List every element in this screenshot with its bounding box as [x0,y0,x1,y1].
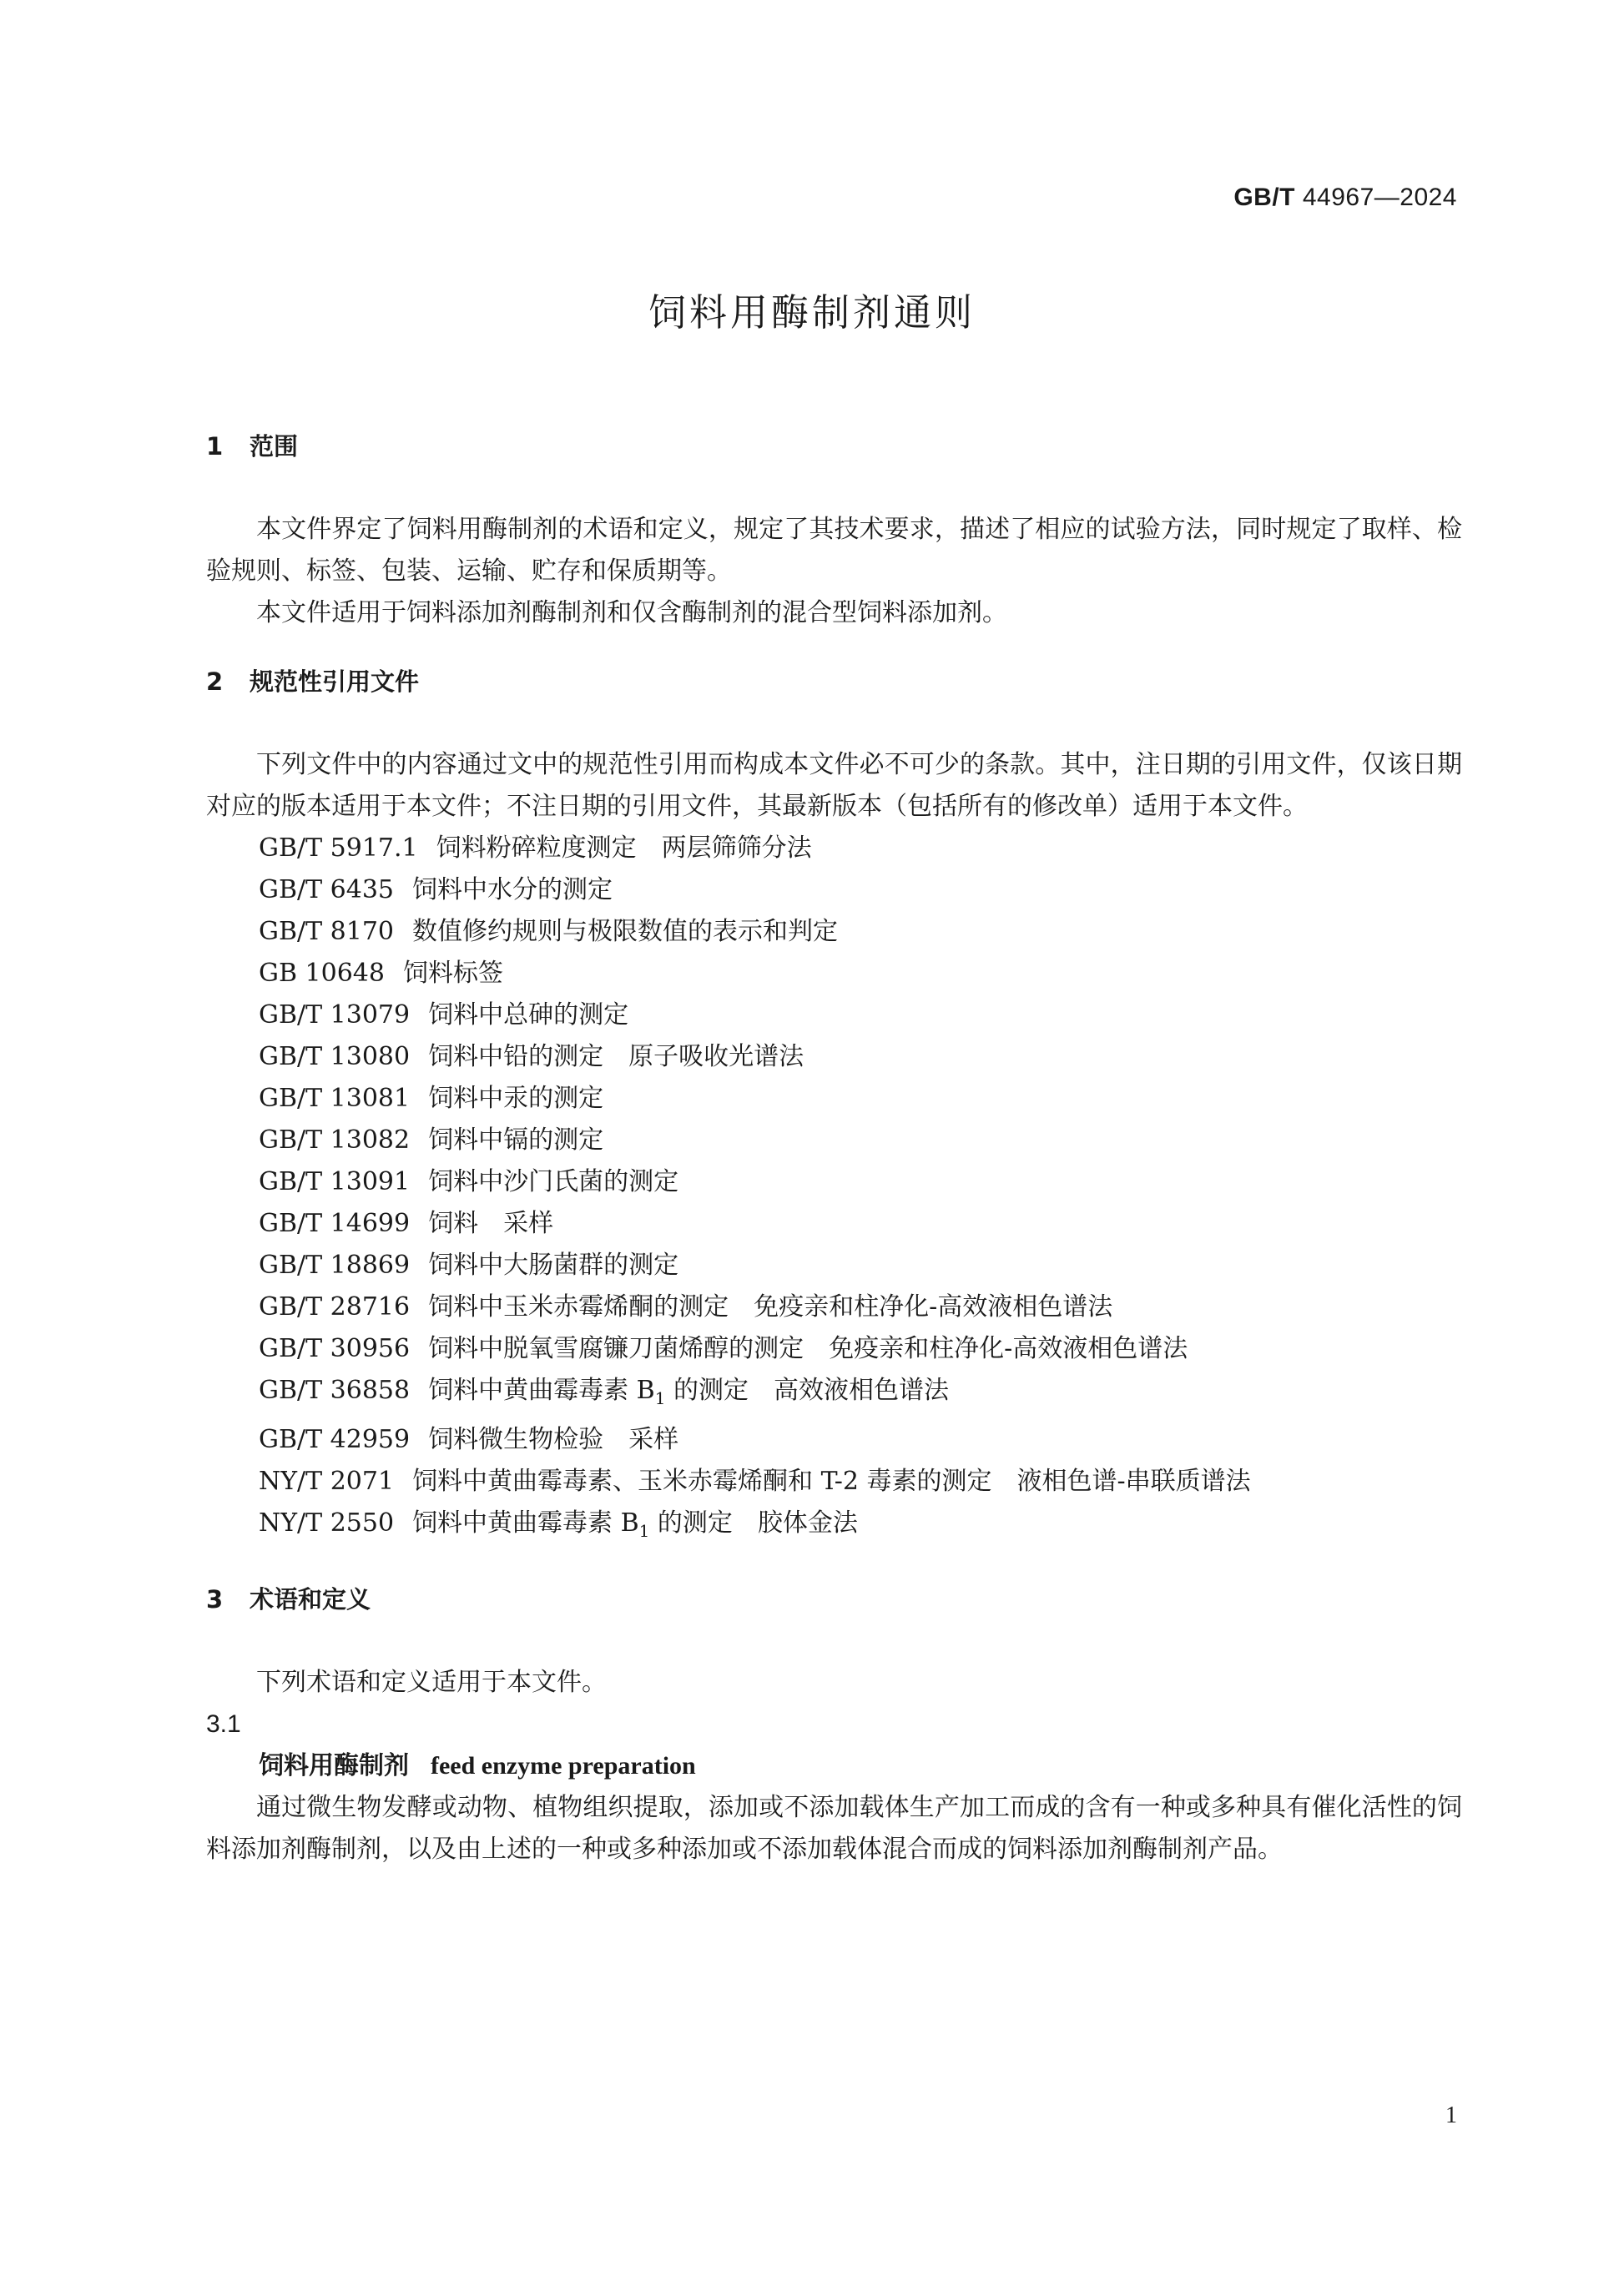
reference-title: 饲料中水分的测定 [412,875,613,904]
reference-title: 饲料中黄曲霉毒素 $B_1$ 的测定 胶体金法 [412,1508,858,1541]
reference-code: GB/T 18869 [259,1251,411,1280]
section-2-heading [206,661,1462,702]
section-number: 2 [206,667,224,696]
reference-title: 饲料中铅的测定 原子吸收光谱法 [428,1042,804,1071]
reference-title: 饲料微生物检验 采样 [428,1425,679,1454]
reference-title: 饲料中玉米赤霉烯酮的测定 免疫亲和柱净化-高效液相色谱法 [428,1292,1113,1322]
reference-code: GB/T 8170 [259,917,395,946]
term-definition: 通过微生物发酵或动物、植物组织提取，添加或不添加载体生产加工而成的含有一种或多种具有催化活性的饲料添加剂酶制剂，以及由上述的一种或多种添加或不添加载体混合而成的饲料添加剂酶制剂产品。 [206,1793,1462,1864]
reference-title: 饲料中黄曲霉毒素、玉米赤霉烯酮和 T-2 毒素的测定 液相色谱-串联质谱法 [412,1467,1251,1496]
standard-code-prefix: GB/T [1233,184,1295,211]
reference-title: 饲料中黄曲霉毒素 $B_1$ 的测定 高效液相色谱法 [428,1376,949,1408]
reference-code: GB/T 28716 [259,1292,411,1322]
reference-title: 饲料 采样 [428,1209,554,1238]
reference-code: GB/T 6435 [259,875,395,904]
section-1-heading [206,425,1462,467]
reference-item [206,1370,1462,1419]
section-title: 术语和定义 [250,1585,371,1614]
reference-title: 数值修约规则与极限数值的表示和判定 [412,917,839,946]
reference-title: 饲料标签 [402,959,503,988]
reference-list [206,828,1462,1552]
reference-item [206,1036,1462,1078]
reference-item [206,1203,1462,1245]
document-body [206,425,1462,1871]
reference-code: GB 10648 [259,959,385,988]
section-3-heading [206,1578,1462,1620]
term-entry [206,1745,1462,1787]
reference-title: 饲料中汞的测定 [428,1084,604,1113]
reference-item [206,869,1462,911]
reference-code: GB/T 5917.1 [259,833,418,863]
reference-item [206,1120,1462,1161]
paragraph: 本文件适用于饲料添加剂酶制剂和仅含酶制剂的混合型饲料添加剂。 [256,598,1007,627]
reference-code: GB/T 14699 [259,1209,411,1238]
paragraph: 本文件界定了饲料用酶制剂的术语和定义，规定了其技术要求，描述了相应的试验方法，同时规定了取样、检验规则、标签、包装、运输、贮存和保质期等。 [206,515,1462,586]
reference-item [206,828,1462,869]
paragraph: 下列文件中的内容通过文中的规范性引用而构成本文件必不可少的条款。其中，注日期的引用文件，仅该日期对应的版本适用于本文件；不注日期的引用文件，其最新版本（包括所有的修改单）适用于本文件。 [206,750,1462,821]
term-number: 3.1 [206,1710,241,1738]
reference-code: GB/T 42959 [259,1425,411,1454]
reference-item [206,994,1462,1036]
reference-item [206,911,1462,953]
section-title: 范围 [250,432,299,461]
reference-title: 饲料中大肠菌群的测定 [428,1251,679,1280]
section-number: 3 [206,1585,224,1614]
reference-title: 饲料中沙门氏菌的测定 [428,1167,679,1196]
reference-code: GB/T 13081 [259,1084,411,1113]
reference-title: 饲料粉碎粒度测定 两层筛筛分法 [436,833,812,863]
standard-code-number: 44967—2024 [1295,184,1457,211]
page-number: 1 [1445,2102,1457,2128]
section-title: 规范性引用文件 [250,667,420,696]
reference-code: NY/T 2550 [259,1508,395,1538]
reference-code: GB/T 13091 [259,1167,411,1196]
reference-title: 饲料中镉的测定 [428,1125,604,1155]
section-number: 1 [206,432,224,461]
document-title: 饲料用酶制剂通则 [648,290,976,335]
reference-code: GB/T 36858 [259,1376,411,1405]
reference-title: 饲料中脱氧雪腐镰刀菌烯醇的测定 免疫亲和柱净化-高效液相色谱法 [428,1334,1188,1363]
reference-item [206,1328,1462,1370]
reference-item [206,953,1462,994]
reference-code: GB/T 13082 [259,1125,411,1155]
reference-item [206,1161,1462,1203]
standard-code [1233,184,1457,212]
paragraph: 下列术语和定义适用于本文件。 [256,1668,607,1697]
reference-item [206,1461,1462,1503]
term-chinese: 饲料用酶制剂 [259,1751,409,1780]
reference-code: GB/T 13080 [259,1042,411,1071]
reference-item [206,1286,1462,1328]
reference-code: GB/T 30956 [259,1334,411,1363]
reference-code: GB/T 13079 [259,1000,411,1030]
reference-item [206,1078,1462,1120]
reference-item [206,1245,1462,1286]
reference-item [206,1503,1462,1552]
reference-title: 饲料中总砷的测定 [428,1000,629,1030]
reference-code: NY/T 2071 [259,1467,395,1496]
reference-item [206,1419,1462,1461]
term-english: feed enzyme preparation [431,1752,696,1780]
